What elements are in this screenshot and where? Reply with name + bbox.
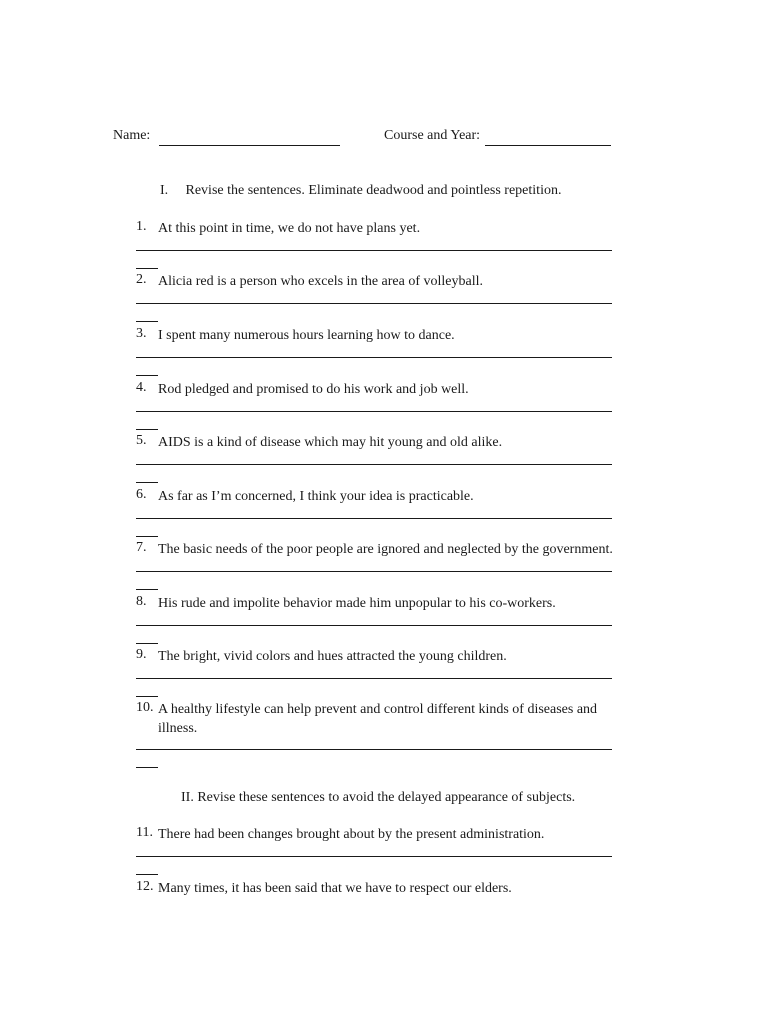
answer-line-short xyxy=(136,268,158,269)
section-1-instruction: Revise the sentences. Eliminate deadwood and pointless repetition. xyxy=(185,183,562,198)
answer-line xyxy=(136,678,612,679)
name-label: Name: xyxy=(113,128,151,143)
answer-line-short xyxy=(136,321,158,322)
item-number: 2. xyxy=(136,272,147,287)
section-2-number: II. xyxy=(181,790,194,805)
name-blank-line xyxy=(159,145,340,146)
item-text: Rod pledged and promised to do his work and job well. xyxy=(158,382,469,397)
answer-line xyxy=(136,856,612,857)
answer-line xyxy=(136,357,612,358)
item-text: Many times, it has been said that we have to respect our elders. xyxy=(158,881,512,896)
course-year-label: Course and Year: xyxy=(384,128,481,143)
item-text: I spent many numerous hours learning how to dance. xyxy=(158,328,455,343)
answer-line xyxy=(136,411,612,412)
item-number: 11. xyxy=(136,825,153,840)
answer-line-short xyxy=(136,874,158,875)
answer-line-short xyxy=(136,482,158,483)
answer-line-short xyxy=(136,429,158,430)
item-text: AIDS is a kind of disease which may hit young and old alike. xyxy=(158,435,503,450)
worksheet-header xyxy=(113,128,633,150)
item-number: 5. xyxy=(136,433,147,448)
item-number: 8. xyxy=(136,594,147,609)
item-number: 1. xyxy=(136,219,147,234)
item-number: 3. xyxy=(136,326,147,341)
answer-line xyxy=(136,303,612,304)
section-2-heading xyxy=(181,790,575,806)
course-year-blank-line xyxy=(485,145,611,146)
item-text: At this point in time, we do not have plans yet. xyxy=(158,221,421,236)
item-number: 10. xyxy=(136,700,154,715)
answer-line xyxy=(136,250,612,251)
section-1-number: I. xyxy=(160,183,169,198)
item-text: Alicia red is a person who excels in the area of volleyball. xyxy=(158,274,483,289)
answer-line xyxy=(136,571,612,572)
section-1-heading xyxy=(160,183,561,199)
item-text: The basic needs of the poor people are ignored and neglected by the government. xyxy=(158,542,613,557)
answer-line-short xyxy=(136,643,158,644)
item-text: The bright, vivid colors and hues attracted the young children. xyxy=(158,649,507,664)
answer-line xyxy=(136,749,612,750)
item-number: 4. xyxy=(136,380,147,395)
answer-line xyxy=(136,625,612,626)
item-text: As far as I’m concerned, I think your idea is practicable. xyxy=(158,489,474,504)
answer-line xyxy=(136,464,612,465)
item-number: 9. xyxy=(136,647,147,662)
answer-line xyxy=(136,518,612,519)
answer-line-short xyxy=(136,767,158,768)
item-text: There had been changes brought about by the present administration. xyxy=(158,827,545,842)
answer-line-short xyxy=(136,696,158,697)
item-text: A healthy lifestyle can help prevent and control different kinds of diseases and illness. xyxy=(158,702,598,736)
item-number: 12. xyxy=(136,879,154,894)
item-number: 6. xyxy=(136,487,147,502)
answer-line-short xyxy=(136,536,158,537)
item-number: 7. xyxy=(136,540,147,555)
answer-line-short xyxy=(136,375,158,376)
section-2-instruction: Revise these sentences to avoid the delayed appearance of subjects. xyxy=(197,790,576,805)
answer-line-short xyxy=(136,589,158,590)
item-text: His rude and impolite behavior made him unpopular to his co-workers. xyxy=(158,596,556,611)
